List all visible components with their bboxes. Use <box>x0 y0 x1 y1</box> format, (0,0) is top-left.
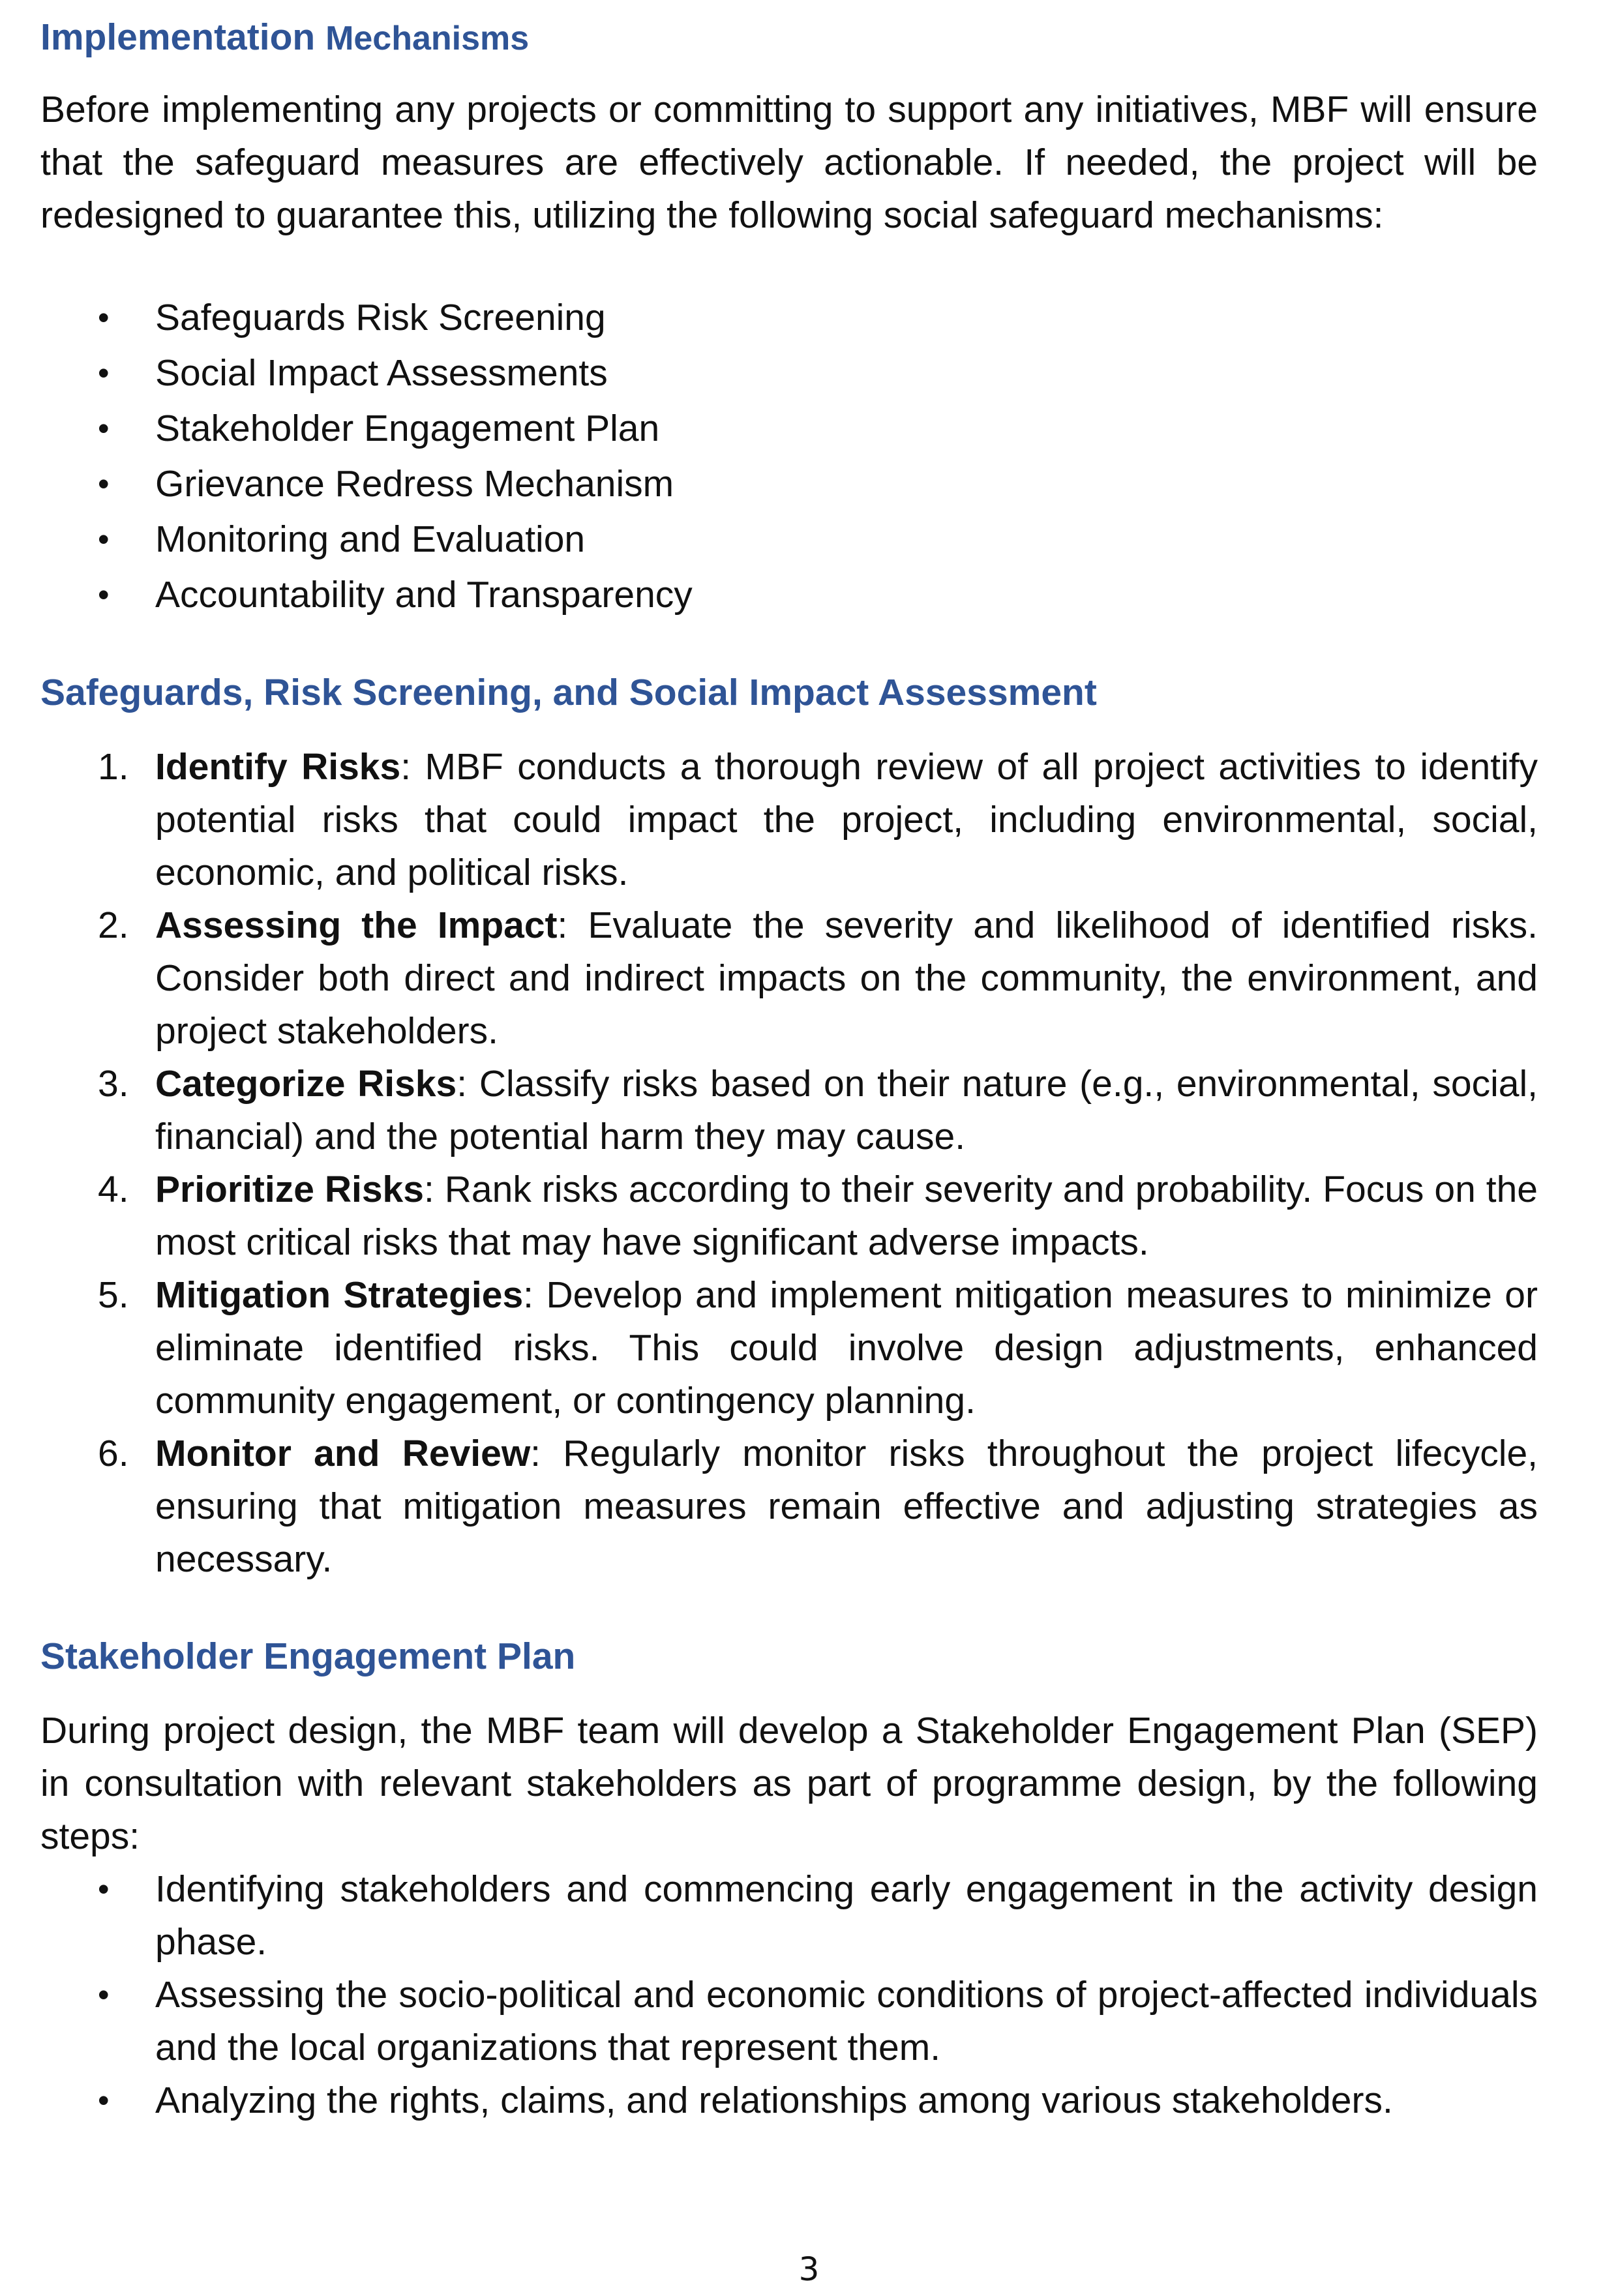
bullet-icon: • <box>98 1871 110 1907</box>
step-number: 2. <box>98 904 129 946</box>
step-number: 3. <box>98 1063 129 1105</box>
bullet-icon: • <box>98 1976 110 2013</box>
step-term: Mitigation Strategies <box>155 1274 524 1316</box>
page-number: 3 <box>798 2250 820 2288</box>
step-text: : MBF conducts a thorough review of all project activities to identify potential risks that could impact the project, including environmental, social, economic, and political risks. <box>155 746 1538 893</box>
stakeholder-step-item: • Analyzing the rights, claims, and relationships among various stakeholders. <box>40 2074 1538 2127</box>
step-text: : Classify risks based on their nature (e.g., environmental, social, financial) and the potential harm they may cause. <box>155 1063 1538 1157</box>
step-text: : Regularly monitor risks throughout the project lifecycle, ensuring that mitigation measures remain effective and adjusting strategies as necessary. <box>155 1433 1538 1580</box>
step-term: Prioritize Risks <box>155 1169 424 1210</box>
stakeholder-steps-list <box>40 1863 1538 2127</box>
stakeholder-heading: Stakeholder Engagement Plan <box>40 1635 576 1677</box>
step-number: 6. <box>98 1433 129 1474</box>
mechanism-list <box>40 290 1538 623</box>
bullet-icon: • <box>98 410 110 447</box>
risk-step-item <box>40 1269 1538 1427</box>
mechanism-item: • Social Impact Assessments <box>40 346 1538 401</box>
mechanism-item: • Safeguards Risk Screening <box>40 290 1538 346</box>
risk-step-item <box>40 899 1538 1058</box>
implementation-intro: Before implementing any projects or committing to support any initiatives, MBF will ensure that the safeguard measures are effectively actionable. If needed, the project will be redesigned to guarantee this, utilizing the following social safeguard mechanisms: <box>40 89 1538 236</box>
step-text: : Develop and implement mitigation measures to minimize or eliminate identified risks. This could involve design adjustments, enhanced community engagement, or contingency planning. <box>155 1274 1538 1422</box>
mechanism-item: • Stakeholder Engagement Plan <box>40 401 1538 456</box>
risk-steps-list <box>40 741 1538 1586</box>
bullet-icon: • <box>98 2082 110 2119</box>
step-term: Categorize Risks <box>155 1063 457 1105</box>
risk-step-item <box>40 1163 1538 1269</box>
stakeholder-step-item: • Assessing the socio-political and economic conditions of project-affected individuals and the local organizations that represent them. <box>40 1969 1538 2074</box>
step-text: : Rank risks according to their severity and probability. Focus on the most critical risks that may have significant adverse impacts. <box>155 1169 1538 1263</box>
step-term: Assessing the Impact <box>155 904 558 946</box>
bullet-icon: • <box>98 466 110 502</box>
implementation-heading-main: Implementation <box>40 16 316 58</box>
implementation-heading-small: Mechanisms <box>325 20 530 57</box>
step-number: 5. <box>98 1274 129 1316</box>
bullet-icon: • <box>98 576 110 613</box>
step-term: Monitor and Review <box>155 1433 531 1474</box>
step-number: 1. <box>98 746 129 788</box>
stakeholder-step-item: • Identifying stakeholders and commencing early engagement in the activity design phase. <box>40 1863 1538 1969</box>
step-number: 4. <box>98 1169 129 1210</box>
implementation-heading <box>40 14 1540 61</box>
mechanism-item: • Accountability and Transparency <box>40 567 1538 623</box>
risk-step-item <box>40 741 1538 899</box>
bullet-icon: • <box>98 521 110 558</box>
step-term: Identify Risks <box>155 746 401 788</box>
risk-step-item <box>40 1427 1538 1586</box>
mechanism-item: • Monitoring and Evaluation <box>40 512 1538 567</box>
mechanism-item: • Grievance Redress Mechanism <box>40 456 1538 512</box>
risk-step-item <box>40 1058 1538 1163</box>
bullet-icon: • <box>98 299 110 336</box>
risk-section-heading: Safeguards, Risk Screening, and Social Impact Assessment <box>40 672 1097 713</box>
stakeholder-intro: During project design, the MBF team will develop a Stakeholder Engagement Plan (SEP) in consultation with relevant stakeholders as part of programme design, by the following steps: <box>40 1710 1538 1857</box>
step-text: : Evaluate the severity and likelihood of identified risks. Consider both direct and indirect impacts on the community, the environment, and project stakeholders. <box>155 904 1538 1052</box>
bullet-icon: • <box>98 355 110 391</box>
